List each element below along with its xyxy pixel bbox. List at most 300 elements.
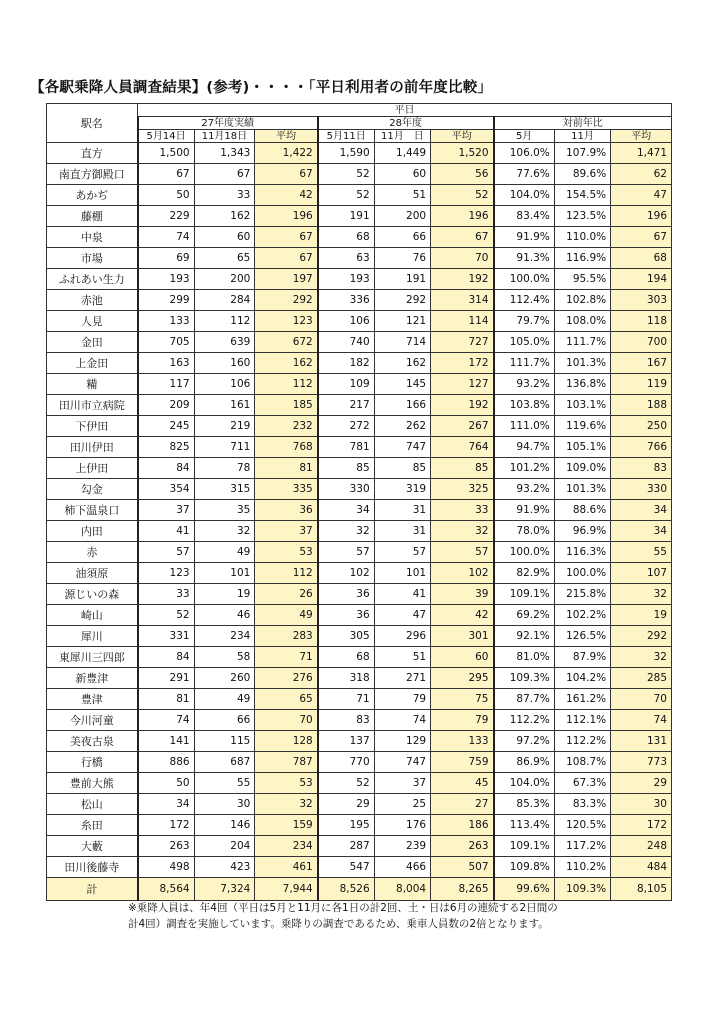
data-cell: 160 bbox=[194, 353, 255, 374]
data-cell: 764 bbox=[431, 437, 494, 458]
data-cell: 126.5% bbox=[554, 626, 610, 647]
data-cell: 547 bbox=[318, 857, 374, 878]
data-cell: 53 bbox=[255, 542, 318, 563]
data-cell: 8,265 bbox=[431, 878, 494, 901]
data-cell: 56 bbox=[431, 164, 494, 185]
data-cell: 32 bbox=[611, 584, 672, 605]
data-cell: 292 bbox=[255, 290, 318, 311]
data-cell: 109.3% bbox=[494, 668, 555, 689]
data-cell: 295 bbox=[431, 668, 494, 689]
data-cell: 84 bbox=[138, 647, 194, 668]
total-row bbox=[47, 878, 672, 901]
data-cell: 26 bbox=[255, 584, 318, 605]
data-cell: 727 bbox=[431, 332, 494, 353]
data-cell: 32 bbox=[255, 794, 318, 815]
data-cell: 129 bbox=[374, 731, 430, 752]
data-cell: 109.3% bbox=[554, 878, 610, 901]
data-cell: 146 bbox=[194, 815, 255, 836]
station-name: 中泉 bbox=[47, 227, 138, 248]
station-name: 田川市立病院 bbox=[47, 395, 138, 416]
data-cell: 108.0% bbox=[554, 311, 610, 332]
data-cell: 74 bbox=[374, 710, 430, 731]
data-cell: 100.0% bbox=[554, 563, 610, 584]
data-cell: 104.2% bbox=[554, 668, 610, 689]
data-cell: 77.6% bbox=[494, 164, 555, 185]
data-cell: 75 bbox=[431, 689, 494, 710]
data-cell: 57 bbox=[431, 542, 494, 563]
data-cell: 119.6% bbox=[554, 416, 610, 437]
station-name: 新豊津 bbox=[47, 668, 138, 689]
data-cell: 186 bbox=[431, 815, 494, 836]
data-cell: 315 bbox=[194, 479, 255, 500]
data-cell: 766 bbox=[611, 437, 672, 458]
data-cell: 97.2% bbox=[494, 731, 555, 752]
data-cell: 37 bbox=[255, 521, 318, 542]
data-cell: 215.8% bbox=[554, 584, 610, 605]
data-cell: 162 bbox=[194, 206, 255, 227]
data-cell: 82.9% bbox=[494, 563, 555, 584]
data-cell: 245 bbox=[138, 416, 194, 437]
footnote: ※乗降人員は、年4回（平日は5月と11月に各1日の計2回、土・日は6月の連続する2日間の計4回）調査を実施しています。乗降りの調査であるため、乗車人員数の2倍となります。 bbox=[128, 902, 558, 930]
data-cell: 217 bbox=[318, 395, 374, 416]
data-cell: 81 bbox=[138, 689, 194, 710]
station-name: 豊前大熊 bbox=[47, 773, 138, 794]
station-name: 崎山 bbox=[47, 605, 138, 626]
data-cell: 287 bbox=[318, 836, 374, 857]
data-cell: 83 bbox=[611, 458, 672, 479]
table-row bbox=[47, 500, 672, 521]
data-cell: 133 bbox=[431, 731, 494, 752]
data-cell: 109.0% bbox=[554, 458, 610, 479]
data-cell: 52 bbox=[431, 185, 494, 206]
station-name: 豊津 bbox=[47, 689, 138, 710]
data-cell: 166 bbox=[374, 395, 430, 416]
station-name: 田川伊田 bbox=[47, 437, 138, 458]
data-cell: 484 bbox=[611, 857, 672, 878]
data-cell: 336 bbox=[318, 290, 374, 311]
data-cell: 466 bbox=[374, 857, 430, 878]
data-cell: 131 bbox=[611, 731, 672, 752]
data-cell: 70 bbox=[611, 689, 672, 710]
data-cell: 104.0% bbox=[494, 773, 555, 794]
data-cell: 234 bbox=[255, 836, 318, 857]
data-cell: 747 bbox=[374, 752, 430, 773]
data-cell: 52 bbox=[318, 773, 374, 794]
table-row bbox=[47, 416, 672, 437]
data-cell: 68 bbox=[611, 248, 672, 269]
data-cell: 8,564 bbox=[138, 878, 194, 901]
station-name: 行橋 bbox=[47, 752, 138, 773]
data-cell: 52 bbox=[138, 605, 194, 626]
table-row bbox=[47, 563, 672, 584]
data-cell: 34 bbox=[611, 521, 672, 542]
station-name: 糒 bbox=[47, 374, 138, 395]
data-cell: 498 bbox=[138, 857, 194, 878]
data-cell: 62 bbox=[611, 164, 672, 185]
table-row bbox=[47, 437, 672, 458]
table-row bbox=[47, 374, 672, 395]
data-cell: 114 bbox=[431, 311, 494, 332]
data-cell: 123.5% bbox=[554, 206, 610, 227]
data-cell: 229 bbox=[138, 206, 194, 227]
data-cell: 79 bbox=[374, 689, 430, 710]
station-name: 下伊田 bbox=[47, 416, 138, 437]
table-row bbox=[47, 164, 672, 185]
data-cell: 34 bbox=[138, 794, 194, 815]
data-cell: 102.2% bbox=[554, 605, 610, 626]
data-cell: 29 bbox=[318, 794, 374, 815]
data-cell: 65 bbox=[194, 248, 255, 269]
data-cell: 185 bbox=[255, 395, 318, 416]
data-cell: 83.4% bbox=[494, 206, 555, 227]
data-cell: 60 bbox=[431, 647, 494, 668]
station-name: 南直方御殿口 bbox=[47, 164, 138, 185]
data-cell: 1,422 bbox=[255, 143, 318, 164]
data-cell: 42 bbox=[255, 185, 318, 206]
data-cell: 105.0% bbox=[494, 332, 555, 353]
station-name: 東犀川三四郎 bbox=[47, 647, 138, 668]
data-cell: 110.0% bbox=[554, 227, 610, 248]
data-cell: 93.2% bbox=[494, 374, 555, 395]
table-row bbox=[47, 332, 672, 353]
data-cell: 102.8% bbox=[554, 290, 610, 311]
data-cell: 325 bbox=[431, 479, 494, 500]
data-cell: 191 bbox=[318, 206, 374, 227]
data-cell: 88.6% bbox=[554, 500, 610, 521]
data-cell: 740 bbox=[318, 332, 374, 353]
data-cell: 296 bbox=[374, 626, 430, 647]
data-cell: 507 bbox=[431, 857, 494, 878]
data-cell: 31 bbox=[374, 500, 430, 521]
data-cell: 94.7% bbox=[494, 437, 555, 458]
data-cell: 85 bbox=[374, 458, 430, 479]
data-cell: 71 bbox=[318, 689, 374, 710]
data-cell: 32 bbox=[611, 647, 672, 668]
data-cell: 103.8% bbox=[494, 395, 555, 416]
data-cell: 272 bbox=[318, 416, 374, 437]
data-cell: 318 bbox=[318, 668, 374, 689]
station-name: 赤池 bbox=[47, 290, 138, 311]
data-cell: 200 bbox=[194, 269, 255, 290]
data-cell: 79 bbox=[431, 710, 494, 731]
data-cell: 1,343 bbox=[194, 143, 255, 164]
data-cell: 67.3% bbox=[554, 773, 610, 794]
station-name: 藤棚 bbox=[47, 206, 138, 227]
data-cell: 100.0% bbox=[494, 269, 555, 290]
data-cell: 67 bbox=[255, 164, 318, 185]
data-cell: 107 bbox=[611, 563, 672, 584]
data-cell: 128 bbox=[255, 731, 318, 752]
table-row bbox=[47, 689, 672, 710]
data-cell: 68 bbox=[318, 227, 374, 248]
data-cell: 79.7% bbox=[494, 311, 555, 332]
data-cell: 191 bbox=[374, 269, 430, 290]
data-cell: 74 bbox=[138, 710, 194, 731]
data-cell: 133 bbox=[138, 311, 194, 332]
data-cell: 7,324 bbox=[194, 878, 255, 901]
data-cell: 35 bbox=[194, 500, 255, 521]
data-cell: 176 bbox=[374, 815, 430, 836]
table-row bbox=[47, 185, 672, 206]
table-row bbox=[47, 857, 672, 878]
group-header-fy27: 27年度実績 bbox=[138, 117, 318, 130]
data-cell: 193 bbox=[318, 269, 374, 290]
station-name: 松山 bbox=[47, 794, 138, 815]
table-row bbox=[47, 521, 672, 542]
data-cell: 49 bbox=[255, 605, 318, 626]
data-cell: 81 bbox=[255, 458, 318, 479]
data-cell: 123 bbox=[138, 563, 194, 584]
table-row bbox=[47, 269, 672, 290]
data-cell: 209 bbox=[138, 395, 194, 416]
table-row bbox=[47, 605, 672, 626]
data-cell: 39 bbox=[431, 584, 494, 605]
data-cell: 87.7% bbox=[494, 689, 555, 710]
data-cell: 47 bbox=[611, 185, 672, 206]
data-cell: 78.0% bbox=[494, 521, 555, 542]
data-cell: 112.1% bbox=[554, 710, 610, 731]
data-cell: 83.3% bbox=[554, 794, 610, 815]
data-cell: 66 bbox=[374, 227, 430, 248]
data-cell: 700 bbox=[611, 332, 672, 353]
subheader-0-0: 5月14日 bbox=[138, 130, 194, 143]
data-cell: 196 bbox=[255, 206, 318, 227]
data-cell: 29 bbox=[611, 773, 672, 794]
data-cell: 136.8% bbox=[554, 374, 610, 395]
data-cell: 63 bbox=[318, 248, 374, 269]
data-cell: 19 bbox=[611, 605, 672, 626]
data-cell: 687 bbox=[194, 752, 255, 773]
data-cell: 292 bbox=[374, 290, 430, 311]
data-cell: 109.8% bbox=[494, 857, 555, 878]
data-cell: 101 bbox=[374, 563, 430, 584]
table-row bbox=[47, 458, 672, 479]
data-cell: 96.9% bbox=[554, 521, 610, 542]
data-cell: 33 bbox=[194, 185, 255, 206]
data-cell: 67 bbox=[431, 227, 494, 248]
data-cell: 67 bbox=[611, 227, 672, 248]
table-row bbox=[47, 773, 672, 794]
data-cell: 87.9% bbox=[554, 647, 610, 668]
data-cell: 263 bbox=[138, 836, 194, 857]
data-cell: 19 bbox=[194, 584, 255, 605]
data-cell: 711 bbox=[194, 437, 255, 458]
data-cell: 67 bbox=[138, 164, 194, 185]
table-row bbox=[47, 710, 672, 731]
data-cell: 51 bbox=[374, 185, 430, 206]
data-cell: 112 bbox=[194, 311, 255, 332]
data-cell: 105.1% bbox=[554, 437, 610, 458]
station-name: 油須原 bbox=[47, 563, 138, 584]
data-cell: 109.1% bbox=[494, 836, 555, 857]
data-cell: 112.4% bbox=[494, 290, 555, 311]
data-cell: 219 bbox=[194, 416, 255, 437]
data-cell: 49 bbox=[194, 689, 255, 710]
data-cell: 886 bbox=[138, 752, 194, 773]
table-row bbox=[47, 479, 672, 500]
data-cell: 50 bbox=[138, 773, 194, 794]
station-name: 今川河童 bbox=[47, 710, 138, 731]
data-cell: 284 bbox=[194, 290, 255, 311]
data-cell: 118 bbox=[611, 311, 672, 332]
data-cell: 305 bbox=[318, 626, 374, 647]
data-cell: 172 bbox=[431, 353, 494, 374]
data-cell: 768 bbox=[255, 437, 318, 458]
data-cell: 92.1% bbox=[494, 626, 555, 647]
data-cell: 330 bbox=[611, 479, 672, 500]
subheader-1-2: 平均 bbox=[431, 130, 494, 143]
data-cell: 81.0% bbox=[494, 647, 555, 668]
data-cell: 161.2% bbox=[554, 689, 610, 710]
table-row bbox=[47, 206, 672, 227]
data-cell: 95.5% bbox=[554, 269, 610, 290]
data-cell: 193 bbox=[138, 269, 194, 290]
data-cell: 42 bbox=[431, 605, 494, 626]
table-row bbox=[47, 668, 672, 689]
data-cell: 70 bbox=[431, 248, 494, 269]
data-cell: 85.3% bbox=[494, 794, 555, 815]
data-cell: 162 bbox=[374, 353, 430, 374]
data-cell: 162 bbox=[255, 353, 318, 374]
subheader-1-1: 11月 日 bbox=[374, 130, 430, 143]
data-cell: 639 bbox=[194, 332, 255, 353]
data-cell: 91.3% bbox=[494, 248, 555, 269]
table-row bbox=[47, 626, 672, 647]
data-cell: 354 bbox=[138, 479, 194, 500]
data-cell: 69.2% bbox=[494, 605, 555, 626]
data-cell: 36 bbox=[255, 500, 318, 521]
data-cell: 262 bbox=[374, 416, 430, 437]
data-cell: 115 bbox=[194, 731, 255, 752]
data-cell: 271 bbox=[374, 668, 430, 689]
data-cell: 299 bbox=[138, 290, 194, 311]
subheader-2-2: 平均 bbox=[611, 130, 672, 143]
data-cell: 234 bbox=[194, 626, 255, 647]
table-row bbox=[47, 542, 672, 563]
data-cell: 195 bbox=[318, 815, 374, 836]
data-cell: 71 bbox=[255, 647, 318, 668]
group-header-fy28: 28年度 bbox=[318, 117, 494, 130]
data-cell: 25 bbox=[374, 794, 430, 815]
data-cell: 68 bbox=[318, 647, 374, 668]
station-name: 犀川 bbox=[47, 626, 138, 647]
table-row bbox=[47, 290, 672, 311]
data-cell: 78 bbox=[194, 458, 255, 479]
data-cell: 46 bbox=[194, 605, 255, 626]
data-cell: 34 bbox=[611, 500, 672, 521]
table-row bbox=[47, 584, 672, 605]
data-cell: 55 bbox=[194, 773, 255, 794]
data-cell: 31 bbox=[374, 521, 430, 542]
data-cell: 141 bbox=[138, 731, 194, 752]
data-cell: 196 bbox=[431, 206, 494, 227]
data-cell: 58 bbox=[194, 647, 255, 668]
data-cell: 314 bbox=[431, 290, 494, 311]
station-name: 金田 bbox=[47, 332, 138, 353]
data-cell: 52 bbox=[318, 185, 374, 206]
data-cell: 8,105 bbox=[611, 878, 672, 901]
data-cell: 232 bbox=[255, 416, 318, 437]
table-row bbox=[47, 794, 672, 815]
data-cell: 283 bbox=[255, 626, 318, 647]
station-name: 柿下温泉口 bbox=[47, 500, 138, 521]
subheader-0-1: 11月18日 bbox=[194, 130, 255, 143]
data-cell: 112.2% bbox=[554, 731, 610, 752]
data-cell: 188 bbox=[611, 395, 672, 416]
data-cell: 103.1% bbox=[554, 395, 610, 416]
data-cell: 113.4% bbox=[494, 815, 555, 836]
data-cell: 27 bbox=[431, 794, 494, 815]
data-cell: 119 bbox=[611, 374, 672, 395]
data-cell: 197 bbox=[255, 269, 318, 290]
data-cell: 101 bbox=[194, 563, 255, 584]
data-cell: 1,471 bbox=[611, 143, 672, 164]
data-cell: 161 bbox=[194, 395, 255, 416]
data-cell: 102 bbox=[318, 563, 374, 584]
data-cell: 267 bbox=[431, 416, 494, 437]
data-cell: 36 bbox=[318, 584, 374, 605]
data-cell: 825 bbox=[138, 437, 194, 458]
data-cell: 112 bbox=[255, 374, 318, 395]
data-cell: 33 bbox=[431, 500, 494, 521]
station-name: ふれあい生力 bbox=[47, 269, 138, 290]
data-cell: 330 bbox=[318, 479, 374, 500]
data-cell: 84 bbox=[138, 458, 194, 479]
data-cell: 67 bbox=[255, 248, 318, 269]
data-cell: 41 bbox=[374, 584, 430, 605]
data-cell: 7,944 bbox=[255, 878, 318, 901]
data-cell: 172 bbox=[611, 815, 672, 836]
data-cell: 285 bbox=[611, 668, 672, 689]
data-cell: 196 bbox=[611, 206, 672, 227]
data-cell: 109.1% bbox=[494, 584, 555, 605]
data-cell: 74 bbox=[611, 710, 672, 731]
subheader-1-0: 5月11日 bbox=[318, 130, 374, 143]
data-cell: 239 bbox=[374, 836, 430, 857]
table-row bbox=[47, 752, 672, 773]
data-cell: 263 bbox=[431, 836, 494, 857]
table-row bbox=[47, 353, 672, 374]
data-cell: 104.0% bbox=[494, 185, 555, 206]
data-cell: 759 bbox=[431, 752, 494, 773]
data-cell: 335 bbox=[255, 479, 318, 500]
data-cell: 117 bbox=[138, 374, 194, 395]
data-cell: 60 bbox=[194, 227, 255, 248]
data-cell: 200 bbox=[374, 206, 430, 227]
data-cell: 93.2% bbox=[494, 479, 555, 500]
data-cell: 303 bbox=[611, 290, 672, 311]
data-cell: 127 bbox=[431, 374, 494, 395]
data-cell: 45 bbox=[431, 773, 494, 794]
data-cell: 66 bbox=[194, 710, 255, 731]
data-cell: 50 bbox=[138, 185, 194, 206]
data-cell: 76 bbox=[374, 248, 430, 269]
data-cell: 301 bbox=[431, 626, 494, 647]
data-cell: 91.9% bbox=[494, 500, 555, 521]
data-cell: 57 bbox=[318, 542, 374, 563]
station-name: 糸田 bbox=[47, 815, 138, 836]
data-cell: 91.9% bbox=[494, 227, 555, 248]
data-cell: 423 bbox=[194, 857, 255, 878]
data-cell: 276 bbox=[255, 668, 318, 689]
data-cell: 86.9% bbox=[494, 752, 555, 773]
data-cell: 123 bbox=[255, 311, 318, 332]
data-cell: 167 bbox=[611, 353, 672, 374]
station-name: 源じいの森 bbox=[47, 584, 138, 605]
data-cell: 70 bbox=[255, 710, 318, 731]
data-cell: 672 bbox=[255, 332, 318, 353]
subheader-2-1: 11月 bbox=[554, 130, 610, 143]
